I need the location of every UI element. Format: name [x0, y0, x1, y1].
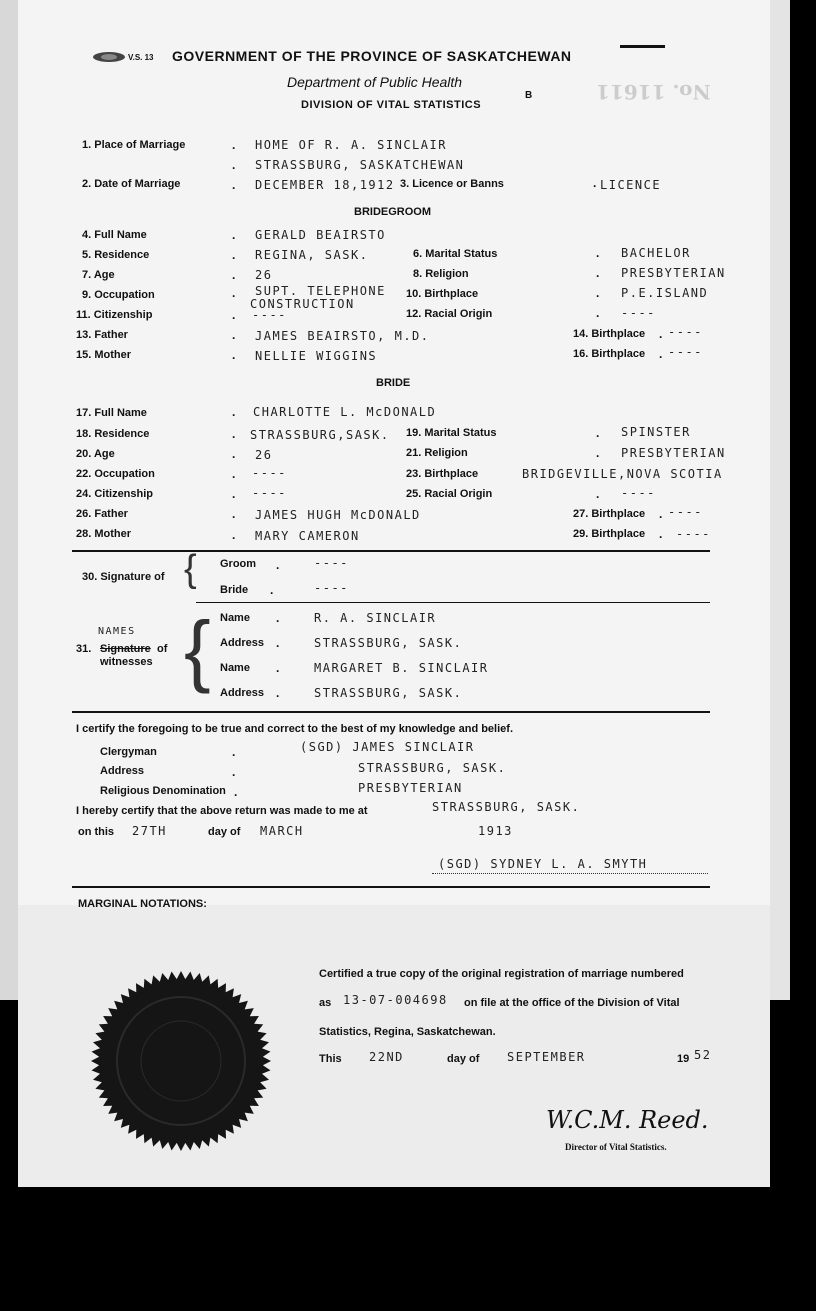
- bride-citizenship: ----: [252, 486, 287, 500]
- groom-mother: NELLIE WIGGINS: [255, 349, 378, 363]
- department-title: Department of Public Health: [287, 74, 463, 90]
- bride-racial-label: 25. Racial Origin: [406, 488, 493, 500]
- witness-label-number: 31.: [76, 643, 92, 655]
- registration-number: 13-07-004698: [343, 993, 448, 1007]
- signature-brace: {: [184, 548, 197, 590]
- groom-age: 26: [255, 268, 273, 282]
- header-mark: [620, 45, 665, 48]
- dot: .: [232, 158, 236, 172]
- dot: .: [232, 528, 236, 542]
- dot: .: [232, 447, 236, 461]
- director-title: Director of Vital Statistics.: [565, 1142, 667, 1152]
- bride-birthplace-label: 23. Birthplace: [406, 468, 479, 480]
- bride-religion: PRESBYTERIAN: [621, 446, 726, 460]
- day-of-label: day of: [208, 826, 241, 838]
- groom-signature-label: Groom: [220, 558, 257, 570]
- copy-cert-day: 22ND: [369, 1050, 404, 1064]
- groom-father-birthplace-label: 14. Birthplace: [573, 328, 646, 340]
- groom-age-label: 7. Age: [82, 269, 115, 281]
- copy-cert-this: This: [319, 1053, 342, 1065]
- dot: .: [232, 228, 236, 242]
- dot: .: [659, 527, 663, 541]
- dot: .: [234, 785, 238, 799]
- clergyman-value: (SGD) JAMES SINCLAIR: [300, 740, 475, 754]
- dot: .: [232, 268, 236, 282]
- groom-father-label: 13. Father: [76, 329, 128, 341]
- bride-father-label: 26. Father: [76, 508, 128, 520]
- groom-occupation-line2: CONSTRUCTION: [250, 297, 355, 311]
- dot: .: [232, 178, 236, 192]
- groom-religion-label: 8. Religion: [413, 268, 469, 280]
- bride-full-name: CHARLOTTE L. McDONALD: [253, 405, 437, 419]
- place-label: 1. Place of Marriage: [82, 139, 186, 151]
- dot: .: [232, 248, 236, 262]
- form-number: V.S. 13: [128, 53, 154, 62]
- dot: .: [232, 138, 236, 152]
- date-label: 2. Date of Marriage: [82, 178, 181, 190]
- bride-occupation: ----: [252, 466, 287, 480]
- religious-label: Religious Denomination: [100, 785, 226, 797]
- divider-marginal: [72, 886, 710, 888]
- certify-statement: I certify the foregoing to be true and correct to the best of my knowledge and belief.: [76, 723, 514, 735]
- witness-label-witnesses: witnesses: [100, 656, 153, 668]
- names-correction: NAMES: [98, 626, 136, 637]
- groom-citizenship-label: 11. Citizenship: [76, 309, 153, 321]
- witness-label-struck: Signature: [100, 643, 151, 655]
- witness1-address-label: Address: [220, 637, 265, 649]
- dot: .: [232, 286, 236, 300]
- dot: .: [276, 636, 280, 650]
- groom-residence-label: 5. Residence: [82, 249, 150, 261]
- groom-marital-label: 6. Marital Status: [413, 248, 498, 260]
- address-value: STRASSBURG, SASK.: [358, 761, 507, 775]
- groom-signature: ----: [314, 556, 349, 570]
- groom-birthplace-label: 10. Birthplace: [406, 288, 479, 300]
- copy-cert-as: as: [319, 997, 332, 1009]
- divider-bottom: [72, 711, 710, 713]
- dot: .: [596, 426, 600, 440]
- witness-label-of: of: [157, 643, 168, 655]
- groom-birthplace: P.E.ISLAND: [621, 286, 709, 300]
- embossed-seal: [88, 968, 274, 1154]
- groom-mother-birthplace-label: 16. Birthplace: [573, 348, 646, 360]
- dot: .: [276, 611, 280, 625]
- dot: .: [593, 176, 597, 190]
- groom-residence: REGINA, SASK.: [255, 248, 369, 262]
- dot: .: [232, 745, 236, 759]
- groom-racial: ----: [621, 306, 656, 320]
- witness2-name: MARGARET B. SINCLAIR: [314, 661, 489, 675]
- copy-cert-year-suffix: 52: [694, 1048, 712, 1062]
- groom-mother-label: 15. Mother: [76, 349, 132, 361]
- licence-value: LICENCE: [600, 178, 662, 192]
- bride-full-name-label: 17. Full Name: [76, 407, 147, 419]
- crest-logo: [92, 50, 126, 64]
- bride-father-birthplace-label: 27. Birthplace: [573, 508, 646, 520]
- bridegroom-heading: BRIDEGROOM: [354, 206, 431, 218]
- bride-birthplace: BRIDGEVILLE,NOVA SCOTIA: [522, 467, 723, 481]
- certification-day: 27TH: [132, 824, 167, 838]
- bride-father: JAMES HUGH McDONALD: [255, 508, 421, 522]
- dot: .: [276, 558, 280, 572]
- dot: .: [232, 308, 236, 322]
- groom-mother-birthplace: ----: [668, 345, 703, 359]
- underlying-sheet-left: [0, 0, 20, 1000]
- return-statement: I hereby certify that the above return was made to me at: [76, 805, 368, 817]
- bride-residence-label: 18. Residence: [76, 428, 150, 440]
- bride-age: 26: [255, 448, 273, 462]
- dot: .: [276, 661, 280, 675]
- groom-citizenship: ----: [252, 308, 287, 322]
- licence-label: 3. Licence or Banns: [400, 178, 504, 190]
- groom-religion: PRESBYTERIAN: [621, 266, 726, 280]
- bride-religion-label: 21. Religion: [406, 447, 468, 459]
- bride-signature: ----: [314, 581, 349, 595]
- groom-full-name-label: 4. Full Name: [82, 229, 147, 241]
- division-title: DIVISION OF VITAL STATISTICS: [301, 99, 482, 111]
- address-label: Address: [100, 765, 145, 777]
- dot: .: [596, 286, 600, 300]
- certification-month: MARCH: [260, 824, 304, 838]
- groom-racial-label: 12. Racial Origin: [406, 308, 493, 320]
- copy-cert-line3: Statistics, Regina, Saskatchewan.: [319, 1026, 496, 1038]
- bride-heading: BRIDE: [376, 377, 411, 389]
- dot: .: [596, 246, 600, 260]
- dot: .: [232, 765, 236, 779]
- dot: .: [270, 583, 274, 597]
- dot: .: [659, 507, 663, 521]
- witness1-name: R. A. SINCLAIR: [314, 611, 437, 625]
- certification-year: 1913: [478, 824, 513, 838]
- witness-brace: {: [184, 605, 211, 694]
- groom-father-birthplace: ----: [668, 325, 703, 339]
- bride-father-birthplace: ----: [668, 505, 703, 519]
- witness1-address: STRASSBURG, SASK.: [314, 636, 463, 650]
- groom-occupation-line1: SUPT. TELEPHONE: [255, 284, 386, 298]
- bride-age-label: 20. Age: [76, 448, 115, 460]
- dot: .: [232, 405, 236, 419]
- dot: .: [232, 427, 236, 441]
- dot: .: [596, 306, 600, 320]
- government-title: GOVERNMENT OF THE PROVINCE OF SASKATCHEWAN: [172, 48, 572, 64]
- copy-cert-line2: on file at the office of the Division of Vital: [464, 997, 680, 1009]
- bride-citizenship-label: 24. Citizenship: [76, 488, 154, 500]
- signature-label: 30. Signature of: [82, 571, 165, 583]
- bride-occupation-label: 22. Occupation: [76, 468, 155, 480]
- marginal-notations-label: MARGINAL NOTATIONS:: [78, 898, 207, 910]
- witness2-name-label: Name: [220, 662, 250, 674]
- witness2-address-label: Address: [220, 687, 265, 699]
- director-signature: W.C.M. Reed.: [546, 1106, 709, 1134]
- return-place: STRASSBURG, SASK.: [432, 800, 581, 814]
- date-value: DECEMBER 18,1912: [255, 178, 395, 192]
- dot: .: [659, 347, 663, 361]
- bride-marital-label: 19. Marital Status: [406, 427, 497, 439]
- groom-occupation-label: 9. Occupation: [82, 289, 155, 301]
- bride-residence: STRASSBURG,SASK.: [250, 428, 390, 442]
- witness1-name-label: Name: [220, 612, 250, 624]
- registrar-signature: (SGD) SYDNEY L. A. SMYTH: [438, 857, 648, 871]
- dot: .: [596, 266, 600, 280]
- dot: .: [659, 327, 663, 341]
- divider-mid: [196, 602, 710, 603]
- clergyman-label: Clergyman: [100, 746, 157, 758]
- bride-mother: MARY CAMERON: [255, 529, 360, 543]
- bride-marital: SPINSTER: [621, 425, 691, 439]
- dot: .: [232, 487, 236, 501]
- dot: .: [232, 507, 236, 521]
- copy-cert-month: SEPTEMBER: [507, 1050, 586, 1064]
- b-mark: B: [525, 90, 533, 101]
- witness2-address: STRASSBURG, SASK.: [314, 686, 463, 700]
- copy-cert-day-of: day of: [447, 1053, 480, 1065]
- dot: .: [276, 686, 280, 700]
- place-line1: HOME OF R. A. SINCLAIR: [255, 138, 447, 152]
- copy-cert-year-prefix: 19: [677, 1053, 690, 1065]
- bride-racial: ----: [621, 486, 656, 500]
- dot: .: [596, 446, 600, 460]
- registrar-line: [432, 873, 708, 874]
- dot: .: [596, 487, 600, 501]
- on-this-label: on this: [78, 826, 115, 838]
- dot: .: [232, 328, 236, 342]
- dot: .: [232, 467, 236, 481]
- serial-number: No. 11611: [596, 80, 711, 104]
- groom-full-name: GERALD BEAIRSTO: [255, 228, 386, 242]
- dot: .: [232, 348, 236, 362]
- divider-top: [72, 550, 710, 552]
- place-line2: STRASSBURG, SASKATCHEWAN: [255, 158, 465, 172]
- bride-mother-birthplace: ----: [676, 527, 711, 541]
- groom-father: JAMES BEAIRSTO, M.D.: [255, 329, 430, 343]
- religious-value: PRESBYTERIAN: [358, 781, 463, 795]
- bride-signature-label: Bride: [220, 584, 249, 596]
- bride-mother-birthplace-label: 29. Birthplace: [573, 528, 646, 540]
- bride-mother-label: 28. Mother: [76, 528, 132, 540]
- copy-cert-line1: Certified a true copy of the original registration of marriage numbered: [319, 968, 684, 980]
- groom-marital: BACHELOR: [621, 246, 691, 260]
